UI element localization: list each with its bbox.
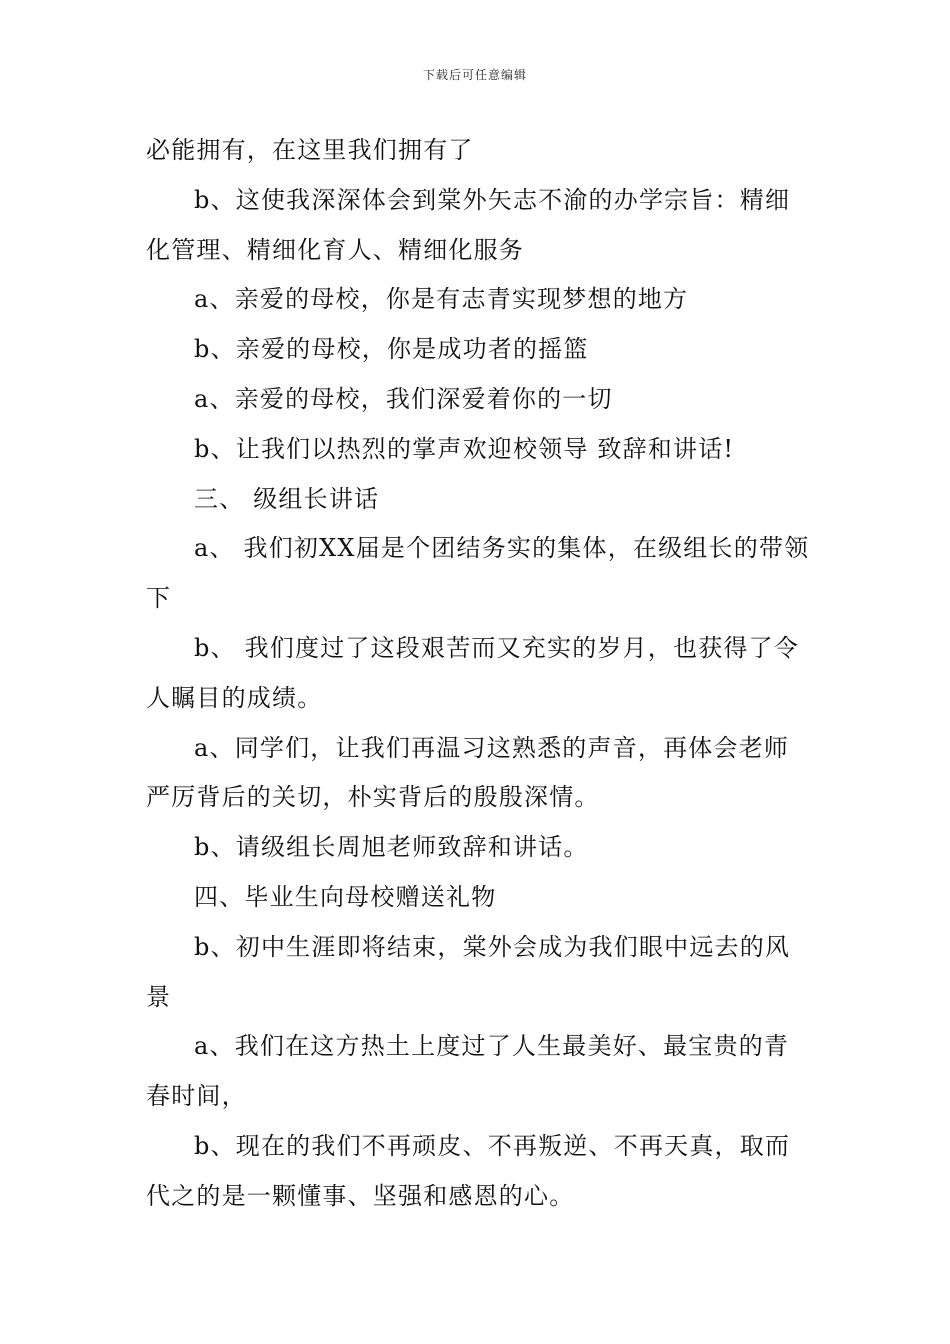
section-heading-3: 三、 级组长讲话 <box>194 484 380 513</box>
page-header: 下载后可任意编辑 <box>422 68 527 82</box>
document-body <box>146 126 814 1222</box>
section-heading-4: 四、毕业生向母校赠送礼物 <box>194 882 497 911</box>
paragraph-13: b、初中生涯即将结束，棠外会成为我们眼中远去的风景 <box>146 932 791 1011</box>
paragraph-11: b、请级组长周旭老师致辞和讲话。 <box>194 833 589 862</box>
paragraph-2: b、这使我深深体会到棠外矢志不渝的办学宗旨：精细化管理、精细化育人、精细化服务 <box>146 185 791 264</box>
paragraph-3: a、亲爱的母校，你是有志青实现梦想的地方 <box>194 285 689 314</box>
paragraph-8: a、 我们初XX届是个团结务实的集体，在级组长的带领下 <box>146 534 810 613</box>
paragraph-15: b、现在的我们不再顽皮、不再叛逆、不再天真，取而代之的是一颗懂事、坚强和感恩的心。 <box>146 1131 791 1210</box>
paragraph-10: a、同学们，让我们再温习这熟悉的声音，再体会老师严厉背后的关切，朴实背后的殷殷深情。 <box>146 733 790 812</box>
paragraph-9: b、 我们度过了这段艰苦而又充实的岁月，也获得了令人瞩目的成绩。 <box>146 633 799 712</box>
paragraph-14: a、我们在这方热土上度过了人生最美好、最宝贵的青春时间， <box>146 1032 790 1111</box>
paragraph-5: a、亲爱的母校，我们深爱着你的一切 <box>194 384 613 413</box>
paragraph-4: b、亲爱的母校，你是成功者的摇篮 <box>194 335 589 364</box>
paragraph-6: b、让我们以热烈的掌声欢迎校领导 致辞和讲话! <box>194 434 735 463</box>
paragraph-1: 必能拥有，在这里我们拥有了 <box>146 136 474 164</box>
